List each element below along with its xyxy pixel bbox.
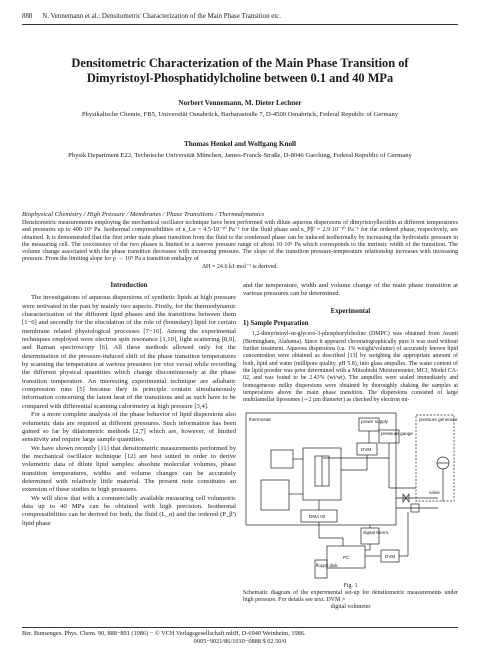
title-line-1: Densitometric Characterization of the Main Phase Transition of	[71, 56, 409, 70]
dvm-bottom-label: DVM	[385, 554, 396, 559]
right-column	[243, 282, 458, 405]
power-supply-label: power supply	[361, 419, 389, 424]
digital-thermometer-label: digital therm.	[363, 530, 390, 535]
pc-label: PC	[343, 555, 350, 560]
author-list-2: Thomas Henkel and Wolfgang Knoll	[183, 140, 297, 148]
pressure-gauge-label: pressure gauge	[381, 431, 413, 436]
left-column	[22, 282, 236, 528]
header-rule	[22, 24, 458, 25]
keywords: Biophysical Chemistry / High Pressure / Membranes / Phase Transitions / Thermodynamics	[22, 211, 265, 218]
page-number: 888	[22, 13, 33, 20]
figure-caption-text: Schematic diagram of the experimental set-up for densitometric measurements under high pressure. For details see text. DVM =	[243, 590, 458, 603]
running-header	[22, 13, 458, 20]
sample-preparation-heading: 1) Sample Preparation	[243, 320, 309, 328]
figure-caption	[243, 590, 458, 611]
valve-label: valve	[429, 490, 440, 495]
dvm-top-label: DVM	[361, 447, 372, 452]
intro-continuation: and the temperature, width and volume change of the main phase transition at various pressures can be determined.	[243, 282, 458, 298]
sample-reservoir	[261, 480, 289, 510]
pressure-generator-label: pressure generator	[419, 417, 458, 422]
running-title: N. Vennemann et al.: Densitometric Characterization of the Main Phase Transition etc.	[42, 13, 282, 20]
introduction-heading: Introduction	[110, 282, 148, 289]
author-list-1: Norbert Vennemann, M. Dieter Lechner	[178, 99, 302, 107]
abstract-text: Densitometric measurements employing the mechanical oscillator technique have been performed with dilute aqueous dispersions of dimyristoyllecithin at different temperatures and pressures up to 400·10⁵ Pa. Isothermal compressibilities of κ_Lα = 4.5·10⁻¹⁰ Pa⁻¹ for the fluid phase and κ_Pβ' = 2.9·10⁻¹⁰ Pa⁻¹ for the ordered phase, respectively, are obtained. It is demonstrated that the first order main phase transition from the fluid to the condensed phase can be induced isothermally by increasing the hydrostatic pressure in the measuring cell. The coexistence of the two phases is limited to a narrow pressure range of about 10·10⁵ Pa which corresponds to the intrinsic width of the transition. The volume change associated with the phase transition decreases with increasing pressure. The slope of the transition pressure-temperature relationship increases with increasing pressure. From the limiting slope for p → 10⁵ Pa a transition enthalpy of	[22, 220, 458, 263]
pressure-generator-box	[416, 415, 454, 501]
issn-line: 0005−9021/86/1010−0888 $ 02.50/0	[193, 638, 287, 645]
abstract-last-line: ΔH = 24.6 kJ·mol⁻¹ is derived.	[202, 263, 278, 270]
citation-line: Ber. Bunsenges. Phys. Chem. 90, 888−891 (1986) − © VCH Verlagsgesellschaft mbH, D-6940 Weinheim, 1986.	[22, 630, 306, 637]
article-title	[22, 56, 458, 86]
intro-paragraph-2: For a more complete analysis of the phase behavior of lipid dispersions also volumetric data are required at different pressures. Such information has been gained so far by dilatometric methods [2,7] which are, however, of limited sensitivity and require large sample quantities.	[22, 411, 236, 444]
affiliation-2: Physik Department E22, Technische Universität München, James-Franck-Straße, D-8046 Garching, Federal Republic of Germany	[68, 152, 412, 159]
dma-label: DMA 02	[309, 514, 326, 519]
floppy-disk-label: floppy disk	[316, 563, 338, 568]
footer-rule	[22, 627, 458, 628]
figure-caption-last: digital voltmeter	[330, 604, 371, 610]
abstract	[22, 220, 458, 271]
intro-paragraph-1: The investigations of aqueous dispersions of synthetic lipids at high pressure were notivated in the past by mainly two aspects. Firstly, for the thermodynamic characterization of the different lipid phases and the transitions between them [1−6] and secondly for the elucidation of the role of (boundary) lipid for certain membrane related physiological processes [7−10]. Among the experimental techniques employed were electron spin resonance [1,10], light scattering [8,9], and Raman spectroscopy [6]. All these methods allowed only for the determination of the pressure-induced shift of the phase transition temperatures by scanning the temperature at various pressures (or vice versa) while recording the different physical quantities which change discontinuously at the phase transition temperature. An interesting experimental technique are adiabatic compression runs [5] because they in principle contain simultaneously information concerning the latent heat of the transitions and as such have to be compared with differential scanning calorimetry at high pressure [3,4].	[22, 294, 236, 410]
intro-paragraph-3: We have shown recently [11] that densitometric measurements performed by the mechanical oscillator technique [12] are best suited in order to derive volumetric data of dilute lipid samples: absolute molecular volumes, phase transition temperatures, widths and volume changes can be accurately determined with relatively little material. The present note constitutes an extension of these studies to high pressures.	[22, 444, 236, 494]
footer	[22, 630, 458, 646]
title-line-2: Dimyristoyl-Phosphatidylcholine between 0.1 and 40 MPa	[86, 71, 394, 85]
figure-1-schematic	[243, 408, 458, 580]
intro-paragraph-4: We will show that with a commercially available measuring cell volumetric data up to 40 MPa can be obtained with high precision. Isothermal compressibilities can be derived for both, the fluid (L_α) and the ordered (P_β') lipid phase	[22, 494, 236, 527]
thermal-jacket-left	[271, 450, 293, 468]
figure-number: Fig. 1	[343, 583, 358, 589]
thermostat-label: thermostat	[249, 417, 271, 422]
sample-preparation-paragraph: 1,2-dimyristoyl-sn-glycero-3-phosphorylcholine (DMPC) was obtained from Avanti (Birmingham, Alabama). Since it appeared chromatographically pure it was used without further treatment. Aqueous dispersions (ca. 1% weight/volume) of accurately known lipid concentration were obtained as described [13] by weighing the appropriate amount of both, lipid and water (millipore quality, pH 5.8), into glass ampulles. The water content of the lipid powder was prior determined with a Mitsubishi Moisturemeter, MCI, Model CA-02, and was found to be 2.43% (wt/wt). The ampulles were sealed immediately and homogeneous milky dispersions were obtained by thoroughly shaking the samples at temperatures above the main phase transition. The dispersions consisted of large multilamellar liposomes (∼2 µm diameter) as checked by electron mi-	[243, 331, 458, 404]
affiliation-1: Physikalische Chemie, FB5, Universität Osnabrück, Barbarastraße 7, D-4500 Osnabrück, Federal Republic of Germany	[81, 111, 399, 118]
experimental-heading: Experimental	[330, 307, 371, 315]
thermostat-box	[246, 413, 396, 525]
